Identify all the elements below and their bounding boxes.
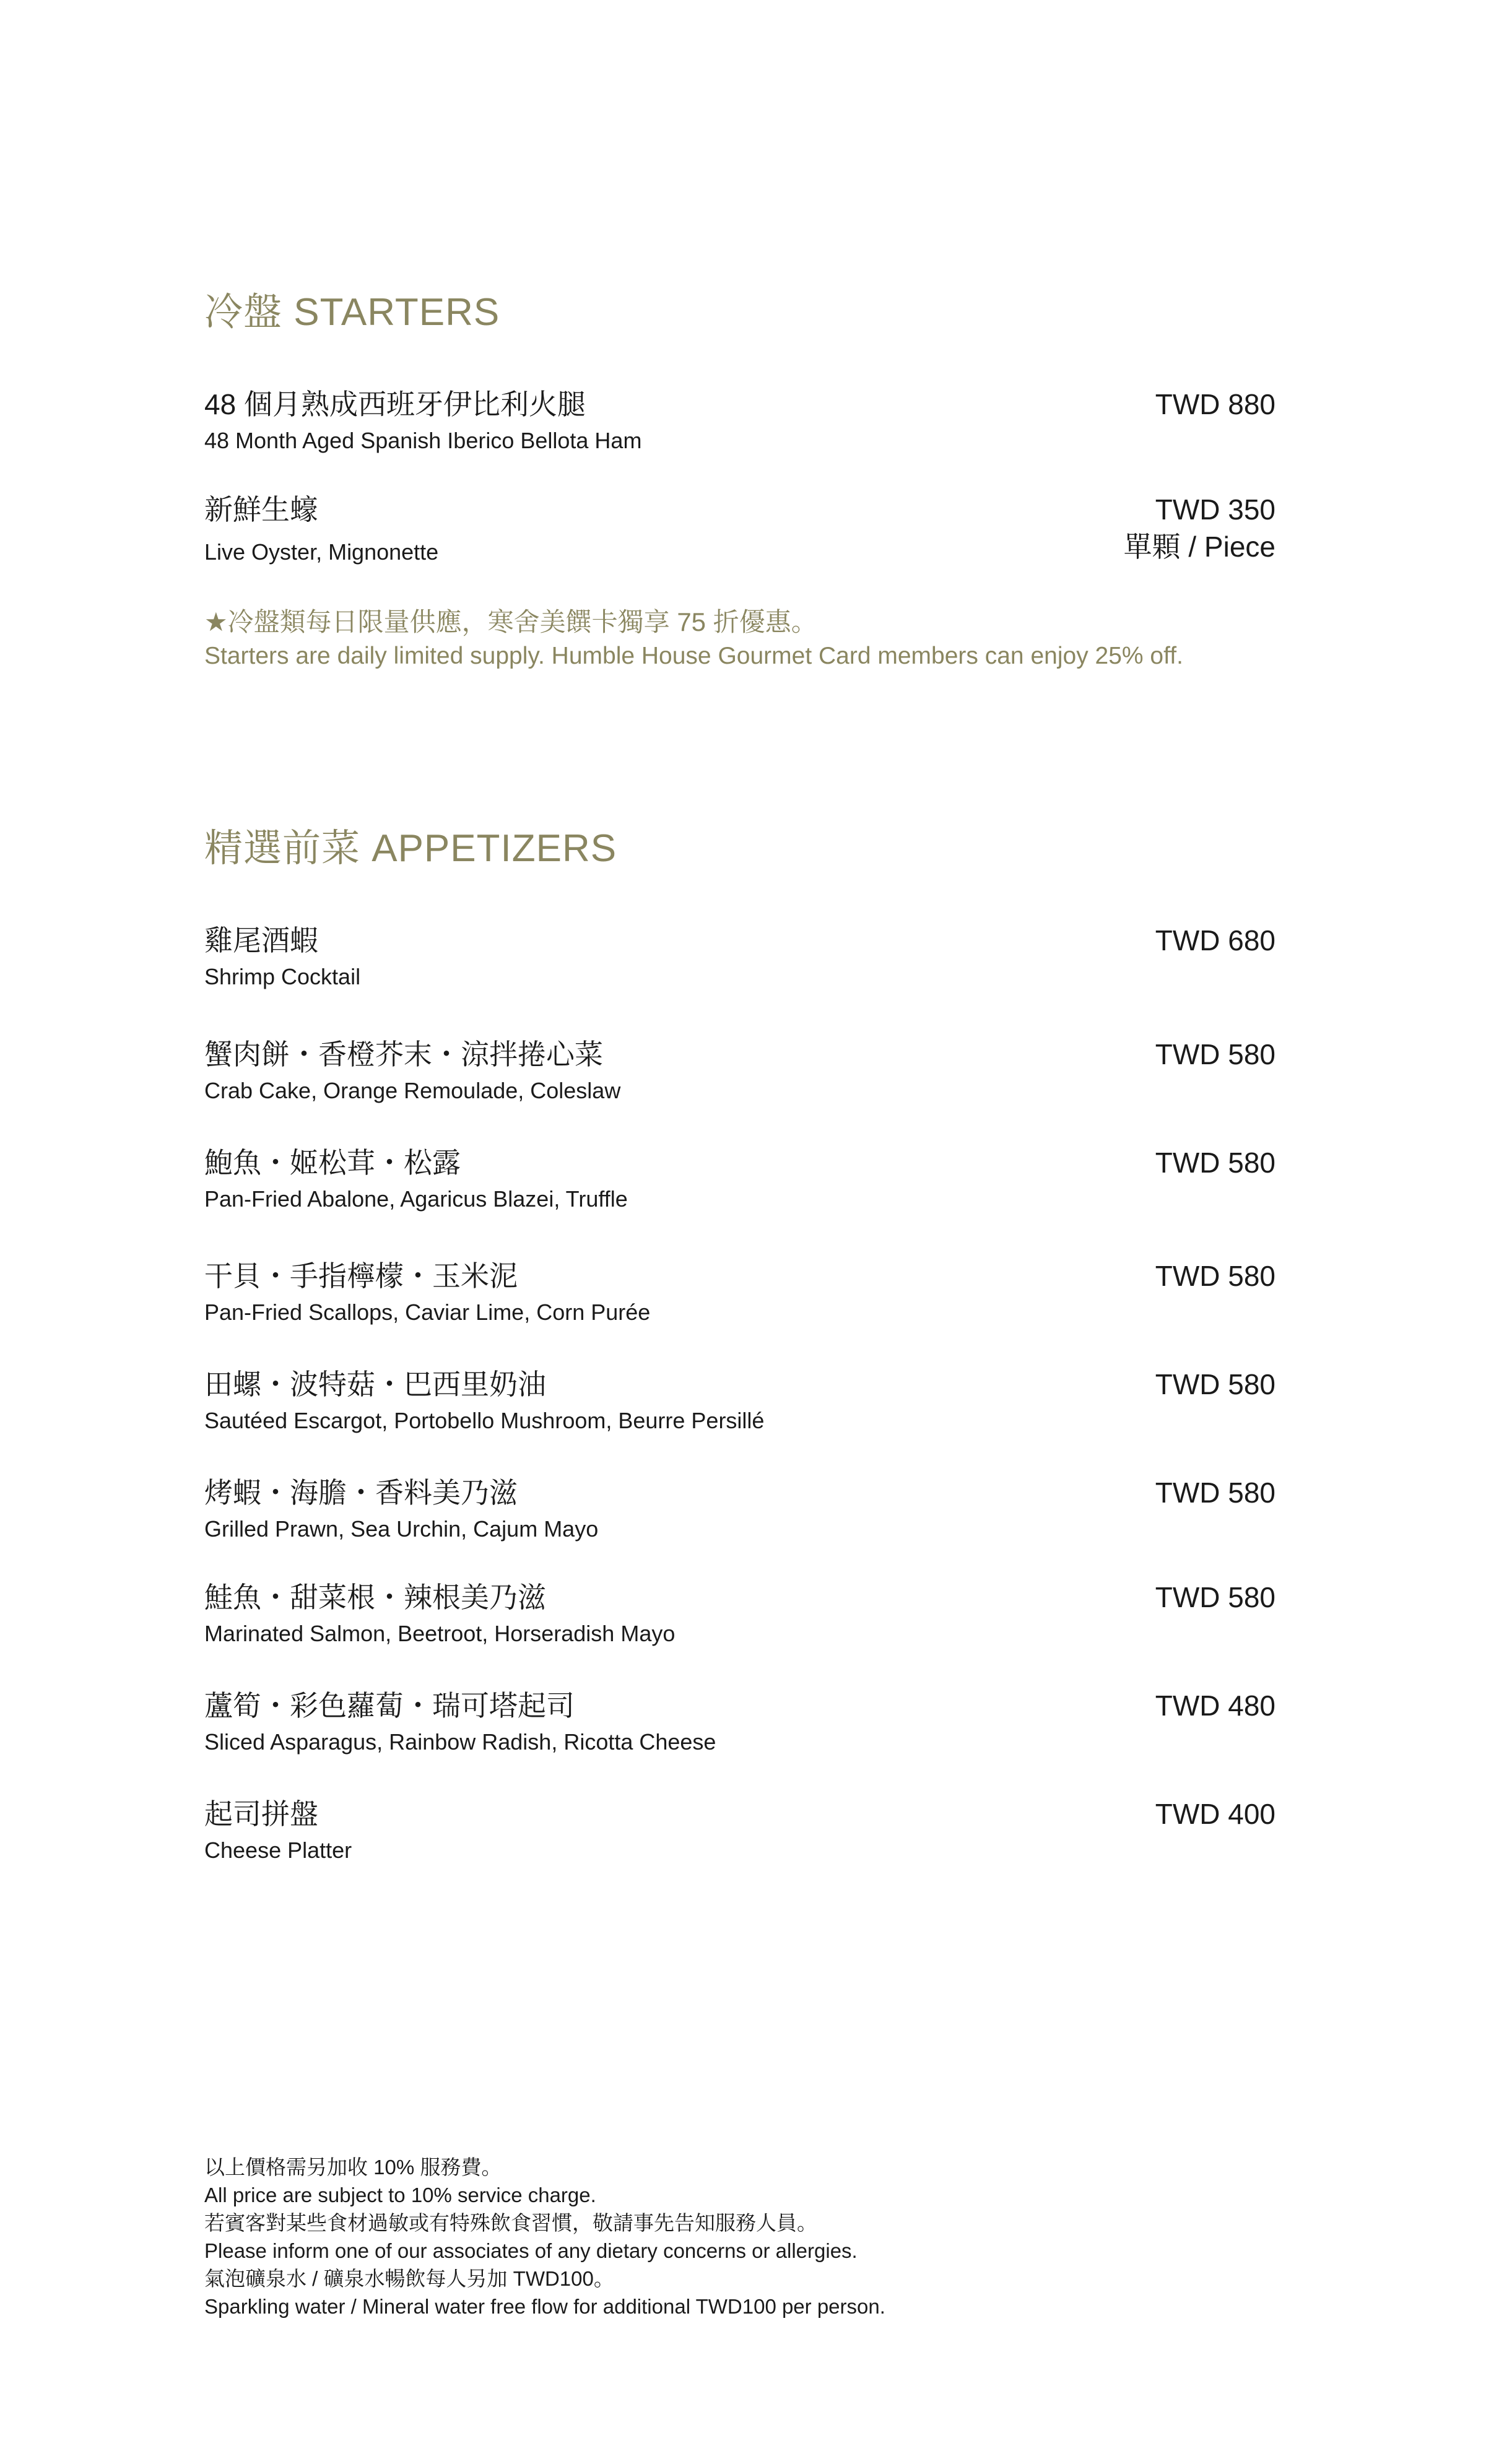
footer-line: Please inform one of our associates of any dietary concerns or allergies.	[204, 2239, 858, 2262]
starters-note-en: Starters are daily limited supply. Humble House Gourmet Card members can enjoy 25% off.	[204, 643, 1183, 669]
price-unit: 單顆 / Piece	[1123, 531, 1275, 563]
menu-item	[204, 495, 1275, 563]
menu-item-en: Pan-Fried Abalone, Agaricus Blazei, Truffle	[204, 1186, 628, 1212]
menu-item-zh: 鮭魚・甜菜根・辣根美乃滋	[204, 1581, 546, 1613]
price-value: TWD 350	[1155, 493, 1275, 526]
starters-note	[204, 609, 1183, 668]
menu-item-price: TWD 480	[1155, 1690, 1275, 1722]
menu-item-price: TWD 400	[1155, 1798, 1275, 1830]
menu-item-zh: 田螺・波特菇・巴西里奶油	[204, 1368, 546, 1400]
menu-item-en: Pan-Fried Scallops, Caviar Lime, Corn Purée	[204, 1299, 651, 1325]
appetizers-title: 精選前菜 APPETIZERS	[204, 827, 617, 870]
menu-item	[204, 1148, 1275, 1210]
menu-item-price: TWD 580	[1155, 1368, 1275, 1400]
menu-item-zh: 干貝・手指檸檬・玉米泥	[204, 1260, 518, 1292]
menu-item	[204, 1691, 1275, 1753]
menu-item-en: Shrimp Cocktail	[204, 964, 361, 989]
menu-item-en: Grilled Prawn, Sea Urchin, Cajum Mayo	[204, 1516, 599, 1542]
starters-title: 冷盤 STARTERS	[204, 291, 500, 334]
menu-item-en: Cheese Platter	[204, 1837, 352, 1863]
price-value: TWD 880	[1155, 388, 1275, 420]
menu-item-zh: 新鮮生蠔	[204, 493, 318, 526]
menu-item-zh: 48 個月熟成西班牙伊比利火腿	[204, 388, 586, 420]
menu-item-price: TWD 580	[1155, 1260, 1275, 1292]
menu-item-zh: 烤蝦・海膽・香料美乃滋	[204, 1477, 518, 1509]
menu-item	[204, 1370, 1275, 1432]
menu-item-en: 48 Month Aged Spanish Iberico Bellota Ham	[204, 428, 642, 453]
menu-item-price: TWD 580	[1155, 1147, 1275, 1179]
menu-item-en: Live Oyster, Mignonette	[204, 539, 439, 565]
menu-item	[204, 1262, 1275, 1324]
menu-item-price: TWD 580	[1155, 1477, 1275, 1509]
footer-line: 以上價格需另加收 10% 服務費。	[204, 2156, 502, 2179]
footer-line: 若賓客對某些食材過敏或有特殊飲食習慣，敬請事先告知服務人員。	[204, 2211, 817, 2234]
menu-item	[204, 1800, 1275, 1862]
menu-item-zh: 雞尾酒蝦	[204, 924, 318, 957]
menu-item-zh: 蟹肉餅・香橙芥末・涼拌捲心菜	[204, 1038, 603, 1070]
footer-line: Sparkling water / Mineral water free flow for additional TWD100 per person.	[204, 2295, 885, 2318]
menu-item-zh: 蘆筍・彩色蘿蔔・瑞可塔起司	[204, 1690, 575, 1722]
menu-item-price	[1124, 495, 1275, 561]
menu-item-en: Marinated Salmon, Beetroot, Horseradish Mayo	[204, 1621, 676, 1646]
footer-line: All price are subject to 10% service charge.	[204, 2184, 596, 2206]
menu-item-price: TWD 680	[1155, 924, 1275, 957]
menu-item-en: Sliced Asparagus, Rainbow Radish, Ricotta Cheese	[204, 1729, 716, 1755]
starters-note-zh: ★冷盤類每日限量供應，寒舍美饌卡獨享 75 折優惠。	[204, 607, 817, 636]
menu-item	[204, 390, 1275, 452]
menu-item-zh: 起司拼盤	[204, 1798, 318, 1830]
menu-item-en: Crab Cake, Orange Remoulade, Coleslaw	[204, 1078, 621, 1103]
menu-item	[204, 1583, 1275, 1645]
menu-item-price: TWD 580	[1155, 1038, 1275, 1070]
menu-item	[204, 1040, 1275, 1102]
menu-item-zh: 鮑魚・姬松茸・松露	[204, 1147, 461, 1179]
footer-line: 氣泡礦泉水 / 礦泉水暢飲每人另加 TWD100。	[204, 2267, 614, 2290]
menu-item	[204, 926, 1275, 988]
menu-item-en: Sautéed Escargot, Portobello Mushroom, Beurre Persillé	[204, 1408, 765, 1433]
menu-item-price	[1155, 390, 1275, 419]
footer-notes	[204, 2153, 885, 2320]
menu-item-price: TWD 580	[1155, 1581, 1275, 1613]
menu-item	[204, 1478, 1275, 1540]
